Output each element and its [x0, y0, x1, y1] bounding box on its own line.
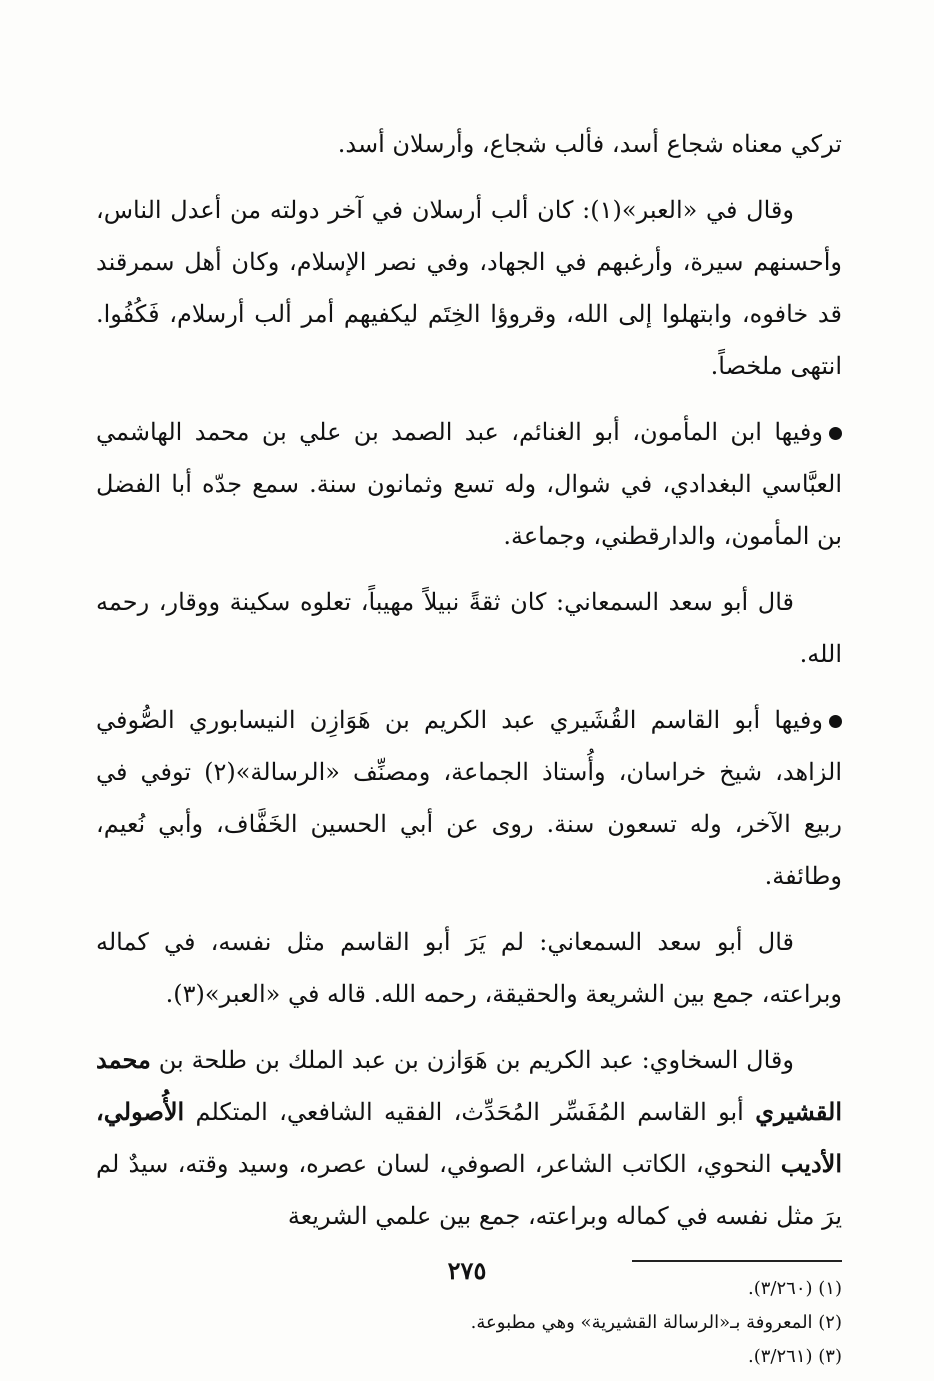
bullet-icon [829, 427, 842, 440]
paragraph-7-mid: أبو القاسم المُفَسِّر المُحَدِّث، الفقيه الشافعي، المتكلم [184, 1098, 756, 1126]
footnote-3: (٣) (٣/٢٦١). [748, 1346, 842, 1367]
paragraph-7-tail: النحوي، الكاتب الشاعر، الصوفي، لسان عصره، وسيد وقته، سيدٌ لم يرَ مثل نفسه في كماله وبراعته، جمع بين علمي الشريعة [96, 1150, 842, 1230]
paragraph-7-lead: وقال السخاوي: عبد الكريم بن هَوَازن بن عبد الملك بن طلحة بن [158, 1046, 794, 1074]
paragraph-1: تركي معناه شجاع أسد، فألب شجاع، وأرسلان أسد. [337, 130, 842, 158]
page-number: ٢٧٥ [447, 1256, 487, 1285]
paragraph-5 [96, 694, 842, 902]
footnote-2: (٢) المعروفة بـ«الرسالة القشيرية» وهي مطبوعة. [470, 1312, 842, 1333]
bullet-icon [829, 715, 842, 728]
footnote-1: (١) (٣/٢٦٠). [748, 1278, 842, 1299]
paragraph-7-bold-title: الأُصولي، الأديب [96, 1097, 842, 1178]
paragraph-7-bold-name: محمد القشيري [96, 1045, 842, 1126]
paragraph-6: قال أبو سعد السمعاني: لم يَرَ أبو القاسم مثل نفسه، في كماله وبراعته، جمع بين الشريعة والحقيقة، رحمه الله. قاله في «العبر»(٣). [96, 928, 842, 1008]
paragraph-3-text: وفيها ابن المأمون، أبو الغنائم، عبد الصمد بن علي بن محمد الهاشمي العبَّاسي البغدادي، في شوال، وله تسع وثمانون سنة. سمع جدّه أبا الفضل بن المأمون، والدارقطني، وجماعة. [96, 418, 842, 550]
paragraph-7 [96, 1034, 842, 1242]
paragraph-5-text: وفيها أبو القاسم القُشَيري عبد الكريم بن هَوَازِن النيسابوري الصُّوفي الزاهد، شيخ خراسان، وأُستاذ الجماعة، ومصنِّف «الرسالة»(٢) توفي في ربيع الآخر، وله تسعون سنة. روى عن أبي الحسين الخَفَّاف، وأبي نُعيم، وطائفة. [96, 706, 842, 890]
paragraph-4: قال أبو سعد السمعاني: كان ثقةً نبيلاً مهيباً، تعلوه سكينة ووقار، رحمه الله. [96, 588, 842, 668]
paragraph-3 [96, 406, 842, 562]
main-text [96, 118, 842, 1242]
footnotes [96, 1272, 842, 1374]
paragraph-2: وقال في «العبر»(١): كان ألب أرسلان في آخر دولته من أعدل الناس، وأحسنهم سيرة، وأرغبهم في الجهاد، وفي نصر الإسلام، وكان أهل سمرقند قد خافوه، وابتهلوا إلى الله، وقروؤا الخِتَم ليكفيهم أمر ألب أرسلام، فَكُفُوا. انتهى ملخصاً. [96, 196, 842, 380]
